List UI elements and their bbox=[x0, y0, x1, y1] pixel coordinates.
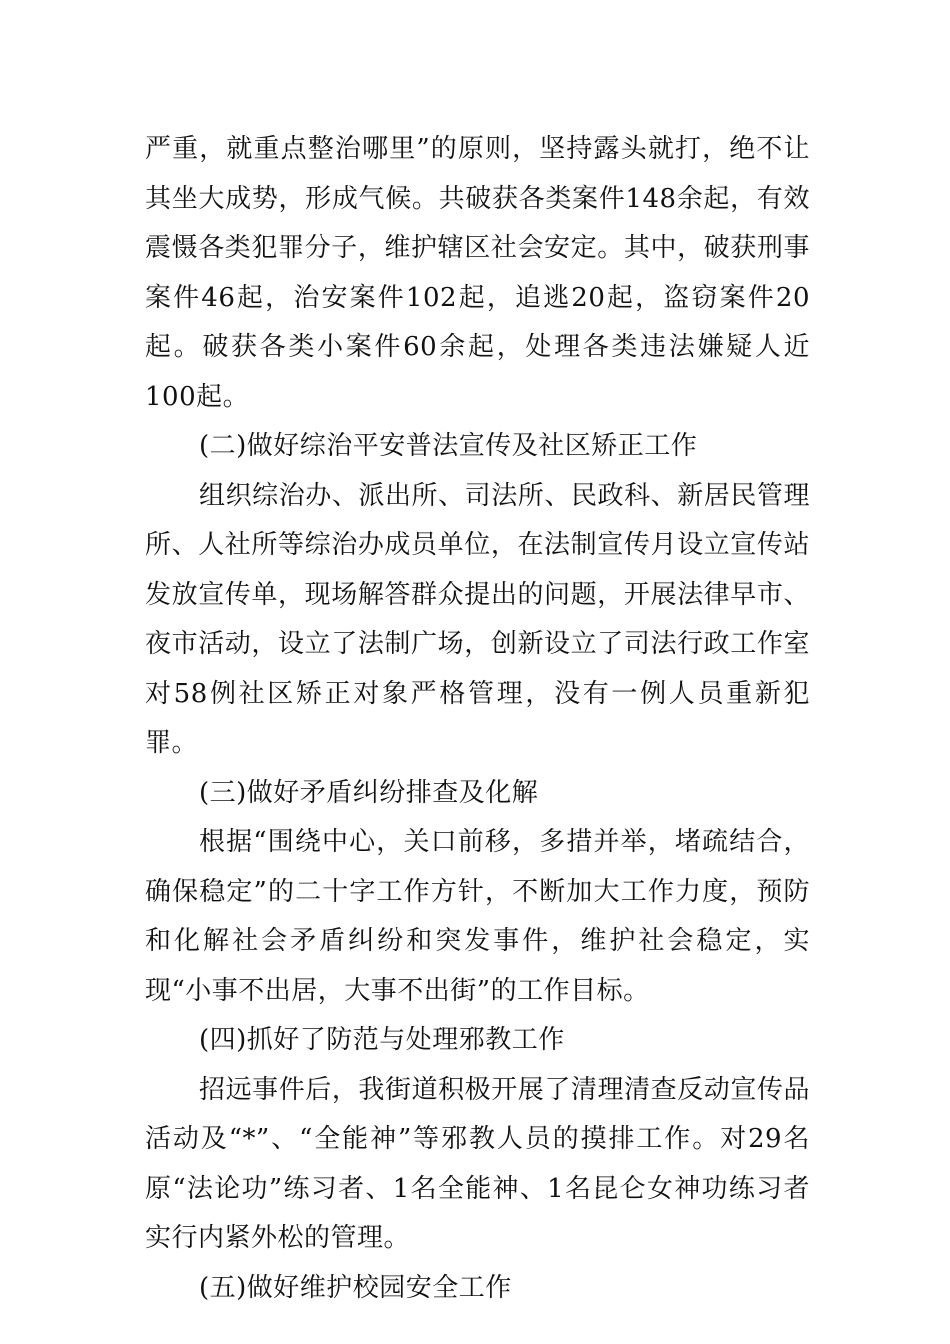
paragraph-cult-prevention: 招远事件后，我街道积极开展了清理清查反动宣传品活动及“*”、“全能神”等邪教人员的摸排工作。对29名原“法论功”练习者、1名全能神、1名昆仑女神功练习者实行内紧外松的管理。 bbox=[145, 1074, 810, 1253]
section-heading-campus-safety: (五)做好维护校园安全工作 bbox=[199, 1272, 512, 1303]
document-body bbox=[145, 125, 810, 1313]
section-heading-dispute-resolution: (三)做好矛盾纠纷排查及化解 bbox=[199, 777, 539, 808]
section-heading-legal-publicity: (二)做好综治平安普法宣传及社区矫正工作 bbox=[199, 431, 698, 461]
paragraph-case-statistics: 严重，就重点整治哪里”的原则，坚持露头就打，绝不让其坐大成势，形成气候。共破获各类案件148余起，有效震慑各类犯罪分子，维护辖区社会安定。其中，破获刑事案件46起，治安案件102起，追逃20起，盗窃案件20起。破获各类小案件60余起，处理各类违法嫌疑人近100起。 bbox=[145, 134, 810, 412]
section-heading-cult-prevention: (四)抓好了防范与处理邪教工作 bbox=[199, 1025, 565, 1055]
paragraph-legal-publicity: 组织综治办、派出所、司法所、民政科、新居民管理所、人社所等综治办成员单位，在法制宣传月设立宣传站发放宣传单，现场解答群众提出的问题，开展法律早市、夜市活动，设立了法制广场，创新设立了司法行政工作室对58例社区矫正对象严格管理，没有一例人员重新犯罪。 bbox=[145, 480, 810, 758]
paragraph-dispute-resolution: 根据“围绕中心，关口前移，多措并举，堵疏结合，确保稳定”的二十字工作方针，不断加大工作力度，预防和化解社会矛盾纠纷和突发事件，维护社会稳定，实现“小事不出居，大事不出街”的工作目标。 bbox=[145, 827, 810, 1006]
